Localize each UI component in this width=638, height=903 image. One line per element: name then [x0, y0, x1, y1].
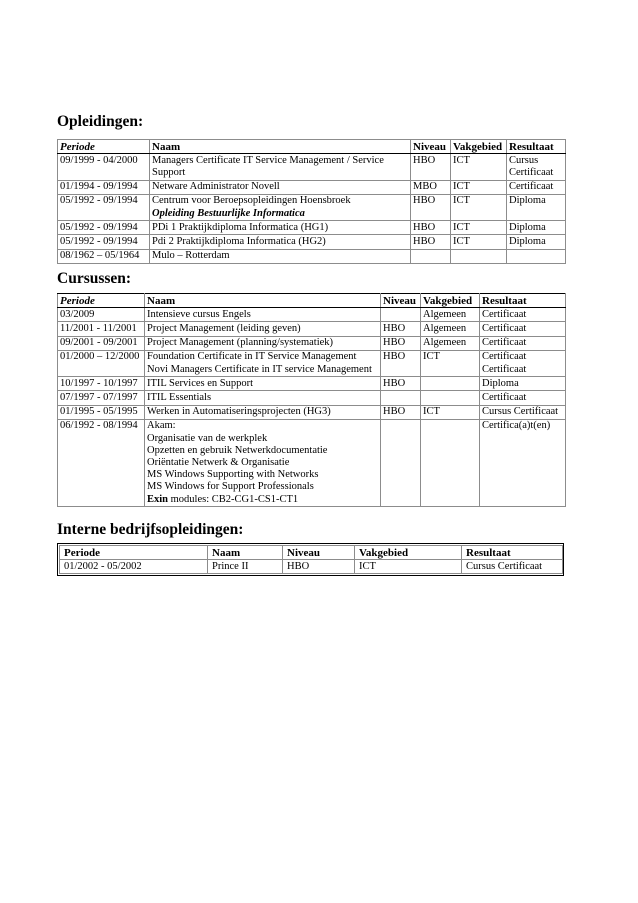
table-row [58, 377, 566, 391]
cell-periode: 01/2000 – 12/2000 [58, 350, 145, 376]
cell-periode: 07/1997 - 07/1997 [58, 391, 145, 405]
cell-resultaat: Certificaat [480, 322, 566, 336]
table-row [58, 221, 566, 235]
cell-vakgebied: ICT [451, 221, 507, 235]
cell-vakgebied [421, 377, 480, 391]
table-row [58, 180, 566, 194]
cell-niveau [381, 308, 421, 322]
cell-vakgebied [421, 419, 480, 506]
cell-resultaat: Certificaat [480, 308, 566, 322]
naam-subtitle: Opleiding Bestuurlijke Informatica [152, 207, 305, 219]
table-row [58, 322, 566, 336]
cell-naam: Prince II [208, 560, 283, 574]
cell-naam: Werken in Automatiseringsprojecten (HG3) [145, 405, 381, 419]
cell-resultaat: Diploma [507, 194, 566, 220]
interne-title: Interne bedrijfsopleidingen: [57, 521, 244, 538]
cell-vakgebied: ICT [451, 194, 507, 220]
exin-label: Exin [147, 493, 169, 505]
header-resultaat: Resultaat [480, 294, 566, 308]
cell-niveau: HBO [381, 405, 421, 419]
header-niveau: Niveau [381, 294, 421, 308]
cell-resultaat: Certificaat [480, 391, 566, 405]
cell-niveau: HBO [411, 221, 451, 235]
cell-naam: Project Management (leiding geven) [145, 322, 381, 336]
cell-niveau [381, 391, 421, 405]
header-resultaat: Resultaat [462, 546, 563, 560]
opleidingen-table [57, 139, 566, 264]
cell-resultaat: Cursus Certificaat [480, 405, 566, 419]
cell-resultaat: Cursus Certificaat [462, 560, 563, 574]
cell-resultaat: Certifica(a)t(en) [480, 419, 566, 506]
table-row [58, 336, 566, 350]
cell-periode: 05/1992 - 09/1994 [58, 235, 150, 249]
naam-line: Novi Managers Certificate in IT service Management [147, 363, 372, 375]
interne-table [59, 545, 563, 574]
cell-naam: Mulo – Rotterdam [150, 249, 411, 263]
module-line: Oriëntatie Netwerk & Organisatie [147, 456, 290, 468]
header-naam: Naam [150, 140, 411, 154]
cell-niveau: MBO [411, 180, 451, 194]
table-row [58, 308, 566, 322]
naam-line: Foundation Certificate in IT Service Management [147, 351, 357, 363]
cell-periode: 09/2001 - 09/2001 [58, 336, 145, 350]
header-periode: Periode [58, 140, 150, 154]
cell-vakgebied [421, 391, 480, 405]
opleidingen-title: Opleidingen: [57, 113, 144, 130]
table-row [58, 235, 566, 249]
interne-table-frame [57, 543, 564, 576]
cell-periode: 01/1995 - 05/1995 [58, 405, 145, 419]
table-header-row [60, 546, 563, 560]
cell-naam: Project Management (planning/systematiek) [145, 336, 381, 350]
cell-periode: 03/2009 [58, 308, 145, 322]
cell-vakgebied: ICT [355, 560, 462, 574]
table-row [58, 154, 566, 180]
cell-periode: 11/2001 - 11/2001 [58, 322, 145, 336]
naam-line: Akam: [147, 420, 176, 432]
cell-resultaat: Diploma [480, 377, 566, 391]
cell-naam: ITIL Services en Support [145, 377, 381, 391]
header-naam: Naam [208, 546, 283, 560]
cell-naam: Pdi 2 Praktijkdiploma Informatica (HG2) [150, 235, 411, 249]
cell-naam: PDi 1 Praktijkdiploma Informatica (HG1) [150, 221, 411, 235]
table-header-row [58, 294, 566, 308]
cell-resultaat [480, 350, 566, 376]
cursussen-title: Cursussen: [57, 270, 132, 287]
header-naam: Naam [145, 294, 381, 308]
cell-vakgebied: Algemeen [421, 336, 480, 350]
table-header-row [58, 140, 566, 154]
cell-resultaat: Diploma [507, 221, 566, 235]
header-niveau: Niveau [283, 546, 355, 560]
cell-vakgebied: ICT [421, 350, 480, 376]
cell-niveau [411, 249, 451, 263]
interne-section [57, 521, 564, 576]
header-vakgebied: Vakgebied [355, 546, 462, 560]
cell-vakgebied: Algemeen [421, 322, 480, 336]
cell-periode: 01/2002 - 05/2002 [60, 560, 208, 574]
cursussen-section [57, 270, 566, 507]
cell-naam: Managers Certificate IT Service Management / Service Support [150, 154, 411, 180]
cell-niveau: HBO [411, 154, 451, 180]
table-row [58, 249, 566, 263]
cell-vakgebied: ICT [451, 154, 507, 180]
header-periode: Periode [60, 546, 208, 560]
header-periode: Periode [58, 294, 145, 308]
cursussen-table [57, 293, 566, 507]
table-row [58, 405, 566, 419]
cell-niveau: HBO [283, 560, 355, 574]
cell-resultaat [507, 249, 566, 263]
cell-resultaat: Certificaat [480, 336, 566, 350]
cell-vakgebied: ICT [451, 235, 507, 249]
table-row [58, 350, 566, 376]
cell-naam: Intensieve cursus Engels [145, 308, 381, 322]
opleidingen-section [57, 113, 566, 264]
table-row [58, 419, 566, 506]
module-line: Organisatie van de werkplek [147, 432, 268, 444]
cell-niveau: HBO [381, 322, 421, 336]
table-row [58, 391, 566, 405]
cell-periode: 09/1999 - 04/2000 [58, 154, 150, 180]
cell-periode: 06/1992 - 08/1994 [58, 419, 145, 506]
cell-vakgebied: ICT [421, 405, 480, 419]
cell-periode: 01/1994 - 09/1994 [58, 180, 150, 194]
cell-niveau: HBO [411, 235, 451, 249]
header-vakgebied: Vakgebied [421, 294, 480, 308]
cell-niveau [381, 419, 421, 506]
cell-periode: 05/1992 - 09/1994 [58, 194, 150, 220]
cell-niveau: HBO [381, 350, 421, 376]
cell-niveau: HBO [381, 336, 421, 350]
table-row [58, 194, 566, 220]
cell-periode: 10/1997 - 10/1997 [58, 377, 145, 391]
cell-vakgebied [451, 249, 507, 263]
cell-vakgebied: Algemeen [421, 308, 480, 322]
module-line: Opzetten en gebruik Netwerkdocumentatie [147, 444, 328, 456]
cell-naam: ITIL Essentials [145, 391, 381, 405]
table-row [60, 560, 563, 574]
cell-resultaat: Cursus Certificaat [507, 154, 566, 180]
exin-modules: modules: CB2-CG1-CS1-CT1 [168, 493, 299, 505]
module-line-exin [147, 494, 377, 506]
header-vakgebied: Vakgebied [451, 140, 507, 154]
cell-vakgebied: ICT [451, 180, 507, 194]
naam-line: Centrum voor Beroepsopleidingen Hoensbroek [152, 195, 351, 207]
resultaat-line: Certificaat [482, 351, 527, 363]
module-line: MS Windows Supporting with Networks [147, 469, 319, 481]
cell-resultaat: Diploma [507, 235, 566, 249]
cell-periode: 05/1992 - 09/1994 [58, 221, 150, 235]
cell-periode: 08/1962 – 05/1964 [58, 249, 150, 263]
cell-naam: Netware Administrator Novell [150, 180, 411, 194]
resultaat-line: Certificaat [482, 363, 527, 375]
cell-niveau: HBO [381, 377, 421, 391]
cell-naam [145, 419, 381, 506]
cell-naam [150, 194, 411, 220]
header-niveau: Niveau [411, 140, 451, 154]
header-resultaat: Resultaat [507, 140, 566, 154]
cell-niveau: HBO [411, 194, 451, 220]
module-line: MS Windows for Support Professionals [147, 481, 314, 493]
cell-naam [145, 350, 381, 376]
cell-resultaat: Certificaat [507, 180, 566, 194]
